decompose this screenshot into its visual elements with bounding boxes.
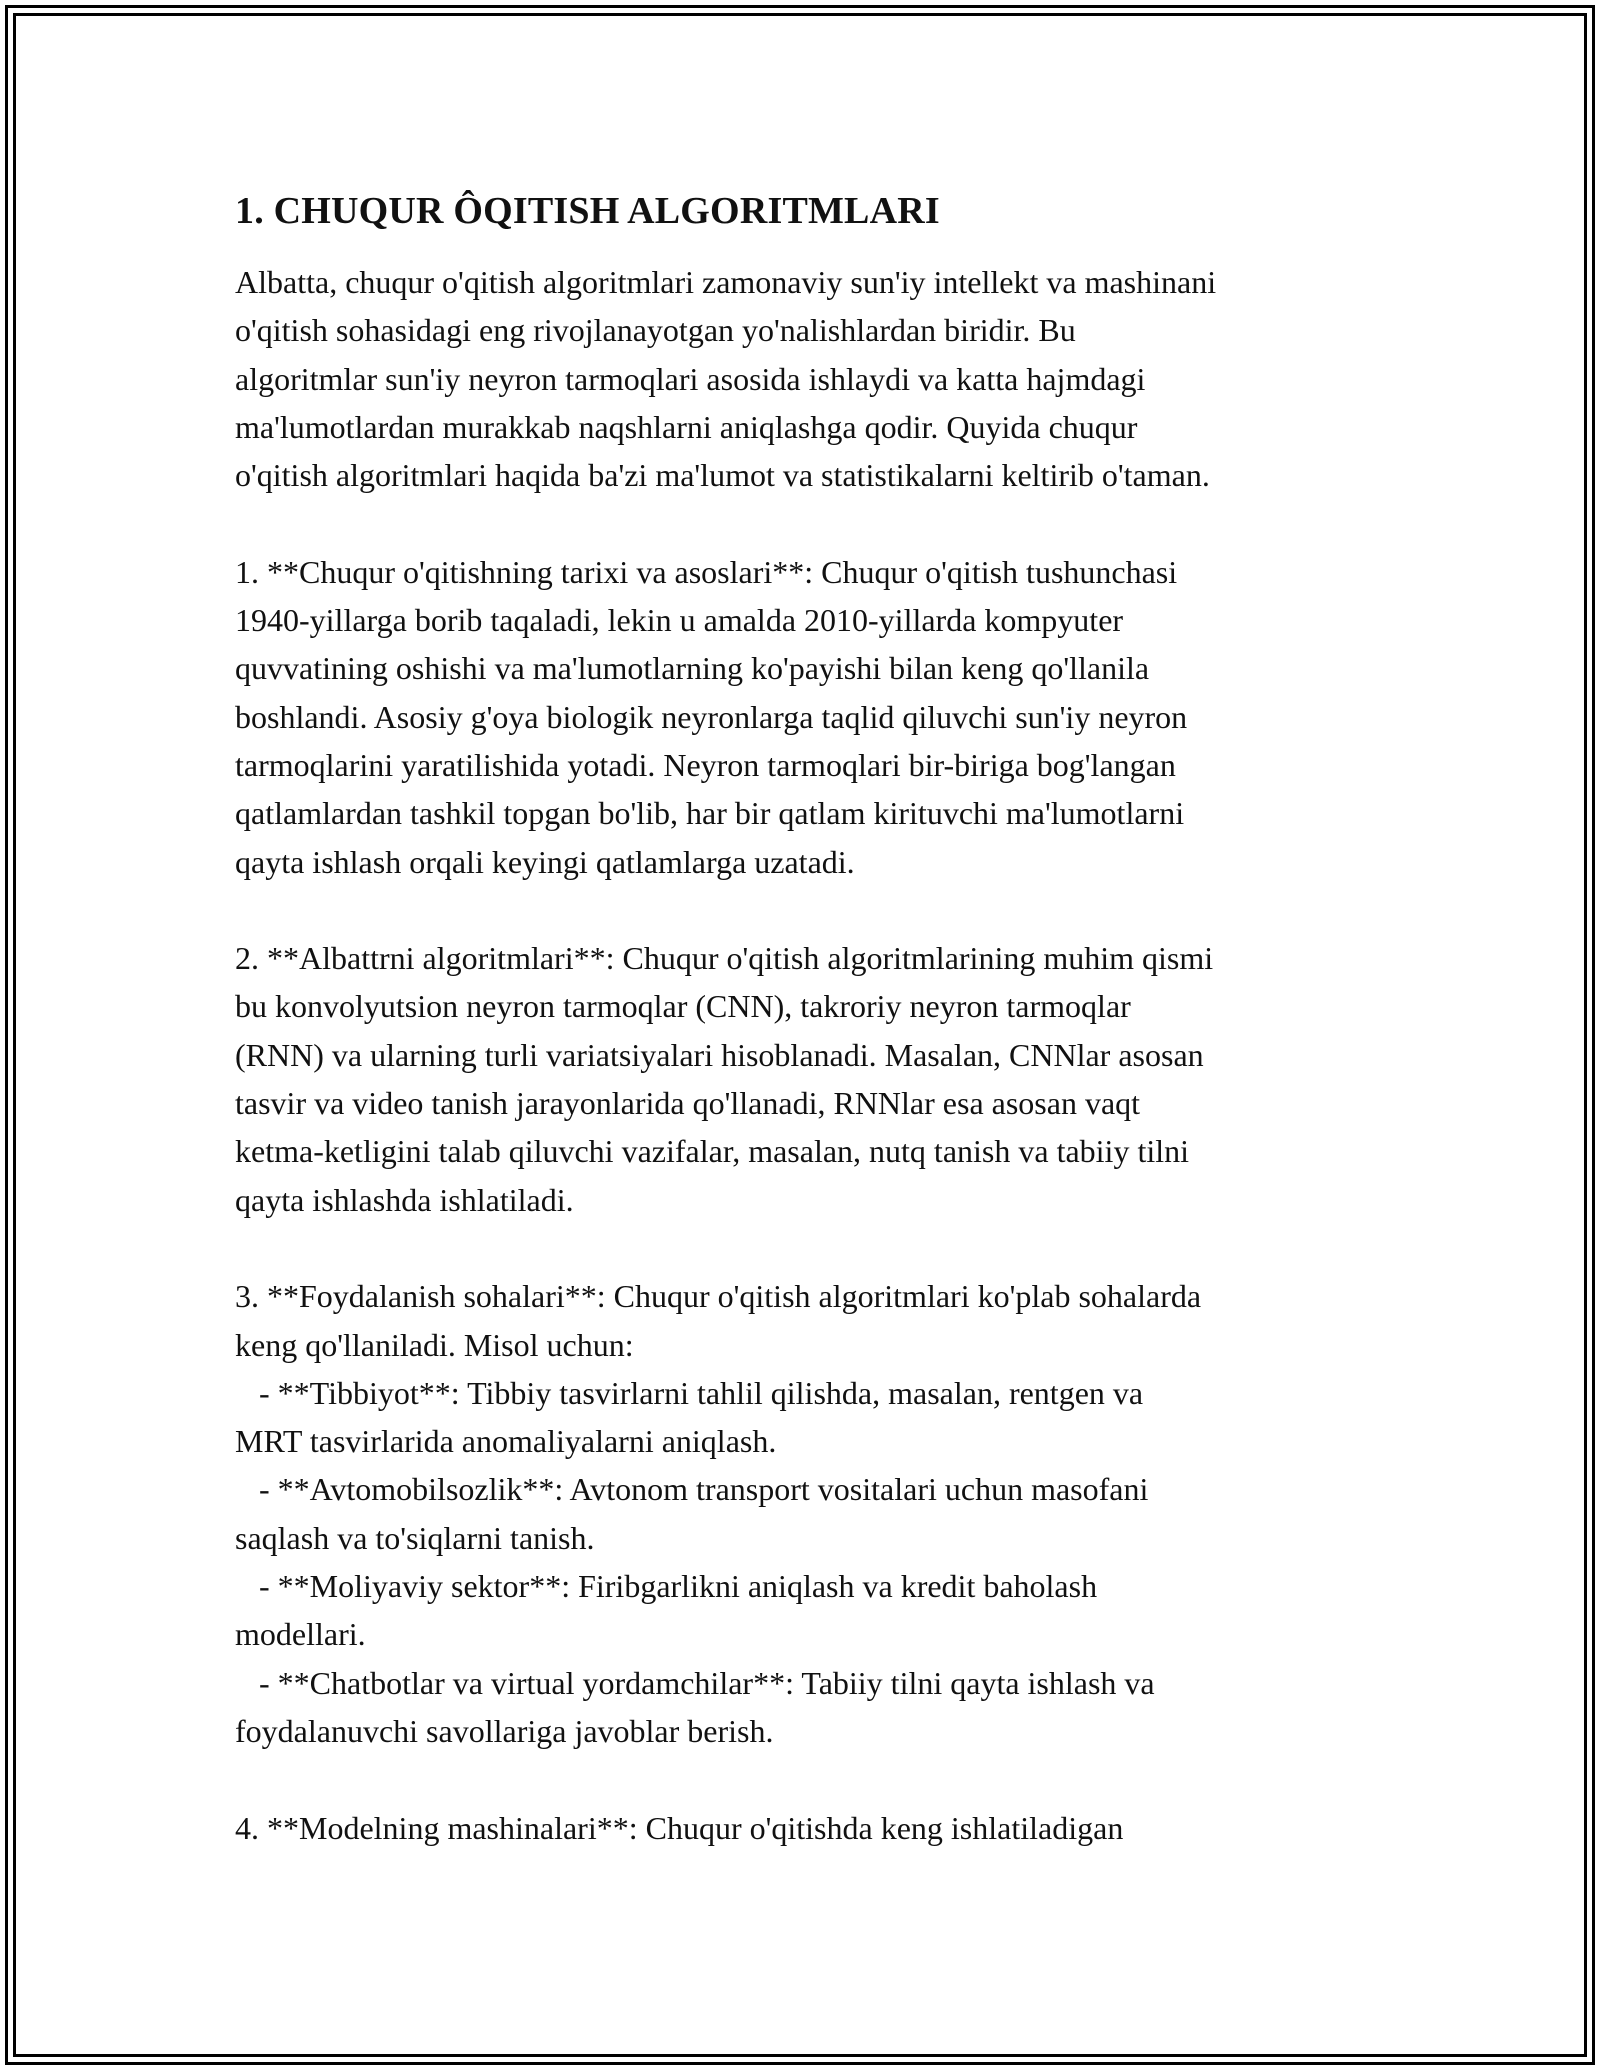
list-item: - **Chatbotlar va virtual yordamchilar**: Tabiiy tilni qayta ishlash va (235, 1664, 1155, 1701)
text-line: 1940-yillarga borib taqaladi, lekin u amalda 2010-yillarda kompyuter (235, 602, 1124, 639)
list-item: - **Tibbiyot**: Tibbiy tasvirlarni tahlil qilishda, masalan, rentgen va (235, 1374, 1144, 1411)
text-line: keng qo'llaniladi. Misol uchun: (235, 1326, 634, 1363)
text-line: 4. **Modelning mashinalari**: Chuqur o'qitishda keng ishlatiladigan (235, 1809, 1124, 1846)
section-4-models (235, 1804, 1375, 1852)
text-line: 3. **Foydalanish sohalari**: Chuqur o'qitish algoritmlari ko'plab sohalarda (235, 1278, 1202, 1315)
text-line: tasvir va video tanish jarayonlarida qo'llanadi, RNNlar esa asosan vaqt (235, 1085, 1141, 1122)
text-line: ketma-ketligini talab qiluvchi vazifalar, masalan, nutq tanish va tabiiy tilni (235, 1133, 1189, 1170)
text-line: modellari. (235, 1616, 366, 1653)
text-line: o'qitish sohasidagi eng rivojlanayotgan yo'nalishlardan biridir. Bu (235, 312, 1076, 349)
text-line: qayta ishlashda ishlatiladi. (235, 1181, 574, 1218)
text-line: 1. **Chuqur o'qitishning tarixi va asoslari**: Chuqur o'qitish tushunchasi (235, 553, 1178, 590)
paragraph-gap (235, 886, 1375, 934)
section-3-applications (235, 1272, 1375, 1755)
list-item: - **Avtomobilsozlik**: Avtonom transport vositalari uchun masofani (235, 1471, 1149, 1508)
text-line: MRT tasvirlarida anomaliyalarni aniqlash. (235, 1423, 777, 1460)
paragraph-gap (235, 499, 1375, 547)
document-title: 1. CHUQUR ÔQITISH ALGORITMLARI (235, 190, 940, 232)
section-1-history (235, 548, 1375, 886)
text-line: quvvatining oshishi va ma'lumotlarning ko'payishi bilan keng qo'llanila (235, 650, 1150, 687)
text-line: tarmoqlarini yaratilishida yotadi. Neyron tarmoqlari bir-biriga bog'langan (235, 746, 1176, 783)
document-body (235, 186, 1375, 1852)
text-line: (RNN) va ularning turli variatsiyalari hisoblanadi. Masalan, CNNlar asosan (235, 1036, 1204, 1073)
text-line: Albatta, chuqur o'qitish algoritmlari zamonaviy sun'iy intellekt va mashinani (235, 264, 1217, 300)
text-line: boshlandi. Asosiy g'oya biologik neyronlarga taqlid qiluvchi sun'iy neyron (235, 698, 1188, 735)
text-line: 2. **Albattrni algoritmlari**: Chuqur o'qitish algoritmlarining muhim qismi (235, 940, 1214, 977)
text-line: o'qitish algoritmlari haqida ba'zi ma'lumot va statistikalarni keltirib o'taman. (235, 457, 1210, 494)
paragraph-gap (235, 1755, 1375, 1803)
intro-paragraph (235, 258, 1375, 499)
text-line: ma'lumotlardan murakkab naqshlarni aniqlashga qodir. Quyida chuqur (235, 408, 1138, 445)
list-item: - **Moliyaviy sektor**: Firibgarlikni aniqlash va kredit baholash (235, 1568, 1098, 1605)
text-line: qatlamlardan tashkil topgan bo'lib, har bir qatlam kirituvchi ma'lumotlarni (235, 795, 1185, 832)
text-line: bu konvolyutsion neyron tarmoqlar (CNN), takroriy neyron tarmoqlar (235, 988, 1131, 1025)
text-line: algoritmlar sun'iy neyron tarmoqlari asosida ishlaydi va katta hajmdagi (235, 360, 1146, 397)
text-line: foydalanuvchi savollariga javoblar berish. (235, 1712, 774, 1749)
paragraph-gap (235, 1224, 1375, 1272)
section-2-algorithms (235, 934, 1375, 1224)
text-line: qayta ishlash orqali keyingi qatlamlarga uzatadi. (235, 843, 855, 880)
text-line: saqlash va to'siqlarni tanish. (235, 1519, 595, 1556)
